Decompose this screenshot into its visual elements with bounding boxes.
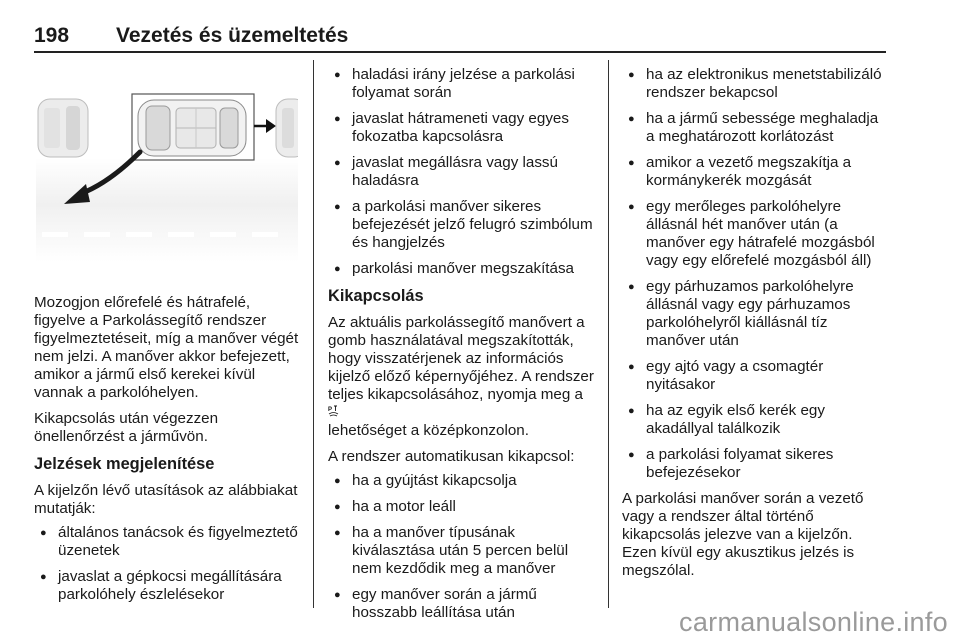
parked-car-front <box>38 99 88 157</box>
list-item: ● a parkolási folyamat sikeres befejezésekor <box>622 446 888 482</box>
outro-paragraph: A parkolási manőver során a vezető vagy a rendszer által történő kikapcsolás jelezve van a kijelzőn. Ezen kívül egy akusztikus jelzés is megszólal. <box>622 490 864 579</box>
parked-car-rear <box>276 99 298 157</box>
list-item: ● ha a manőver típusának kiválasztása után 5 percen belül nem kezdődik meg a manőver <box>328 524 598 578</box>
section-heading-off: Kikapcsolás <box>328 287 424 305</box>
list-item: ● ha a jármű sebessége meghaladja a meghatározott korlátozást <box>622 110 888 146</box>
section-heading-display: Jelzések megjelenítése <box>34 455 215 473</box>
parking-illustration <box>36 66 298 262</box>
list-item: ● ha a motor leáll <box>328 498 598 516</box>
list-item: ● egy párhuzamos parkolóhelyre állásnál vagy egy párhuzamos parkolóhelyről kiállásnál tíz manőver után <box>622 278 888 350</box>
auto-off-list <box>328 472 598 622</box>
off-text: Az aktuális parkolássegítő manővert a gomb használatával megszakították, hogy visszatérjenek az információs kijelző előző képernyőjéhez. A rendszer teljes kikapcsolásához, nyomja meg a <box>328 314 594 403</box>
list-item: ● amikor a vezető megszakítja a kormánykerék mozgását <box>622 154 888 190</box>
auto-off-list-cont <box>622 66 888 482</box>
intro-paragraph: Mozogjon előrefelé és hátrafelé, figyelve a Parkolássegítő rendszer figyelmeztetéseit, míg a manőver végét nem jelzi. A manőver akkor befejezett, amikor a jármű első kerekei kívül vannak a parkolóhelyen. <box>34 294 299 401</box>
page-header <box>34 22 886 52</box>
page-number: 198 <box>34 24 70 47</box>
list-item: ● egy manőver során a jármű hosszabb leállítása után <box>328 586 598 622</box>
list-item: ● ha az egyik első kerék egy akadállyal találkozik <box>622 402 888 438</box>
list-item: ● javaslat megállásra vagy lassú haladásra <box>328 154 598 190</box>
list-item: ● a parkolási manőver sikeres befejezését jelző felugró szimbólum és hangjelzés <box>328 198 598 252</box>
list-item: ● javaslat hátrameneti vagy egyes fokozatba kapcsolásra <box>328 110 598 146</box>
list-item: ● haladási irány jelzése a parkolási folyamat során <box>328 66 598 102</box>
chapter-title: Vezetés és üzemeltetés <box>116 24 349 47</box>
off-paragraph <box>328 314 598 440</box>
auto-off-lead: A rendszer automatikusan kikapcsol: <box>328 448 575 465</box>
off-text-end: lehetőséget a középkonzolon. <box>328 422 529 439</box>
list-item: ● ha a gyújtást kikapcsolja <box>328 472 598 490</box>
column-divider-1 <box>313 60 314 608</box>
column-2 <box>328 66 598 630</box>
display-list-1 <box>34 524 302 604</box>
column-3 <box>622 66 888 588</box>
list-item: ● ha az elektronikus menetstabilizáló rendszer bekapcsol <box>622 66 888 102</box>
display-list-2 <box>328 66 598 278</box>
watermark: carmanualsonline.info <box>679 607 948 637</box>
self-check-paragraph: Kikapcsolás után végezzen önellenőrzést a járművön. <box>34 410 219 445</box>
parking-assist-icon <box>328 405 339 418</box>
header-rule <box>34 51 886 53</box>
list-item: ● egy ajtó vagy a csomagtér nyitásakor <box>622 358 888 394</box>
list-item: ● általános tanácsok és figyelmeztető üzenetek <box>34 524 302 560</box>
svg-text:P: P <box>328 407 333 413</box>
list-item: ● parkolási manőver megszakítása <box>328 260 598 278</box>
list-item: ● javaslat a gépkocsi megállítására parkolóhely észlelésekor <box>34 568 302 604</box>
list-item: ● egy merőleges parkolóhelyre állásnál hét manőver után (a manőver egy hátrafelé mozgásból vagy egy előrefelé mozgásból áll) <box>622 198 888 270</box>
display-lead: A kijelzőn lévő utasítások az alábbiakat mutatják: <box>34 482 298 517</box>
column-1 <box>34 294 302 612</box>
column-divider-2 <box>608 60 609 608</box>
maneuvering-car <box>138 100 246 156</box>
